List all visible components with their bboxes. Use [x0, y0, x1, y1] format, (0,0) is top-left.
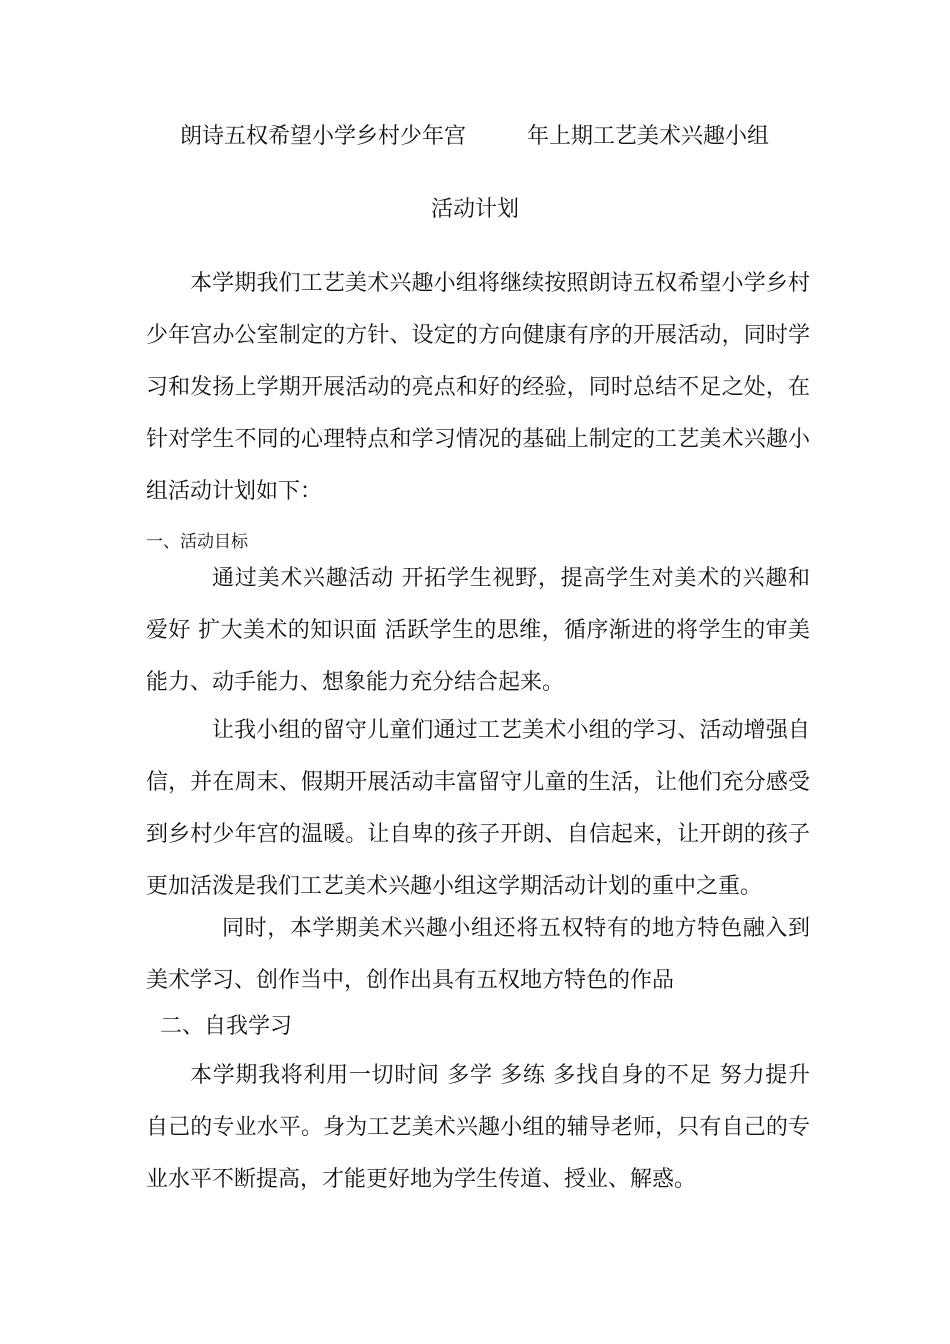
self-study-paragraph: 本学期我将利用一切时间 多学 多练 多找自身的不足 努力提升自己的专业水平。身为工艺美术兴趣小组的辅导老师，只有自己的专业水平不断提高，才能更好地为学生传道、授业、解惑。 [146, 1063, 810, 1192]
title-school-name: 朗诗五权希望小学乡村少年宫 [180, 124, 467, 149]
section-heading-goals: 一、活动目标 [146, 532, 248, 552]
section-heading-self-study: 二、自我学习 [160, 1014, 293, 1039]
goals-paragraph-3: 同时，本学期美术兴趣小组还将五权特有的地方特色融入到美术学习、创作当中，创作出具有五权地方特色的作品 [146, 916, 810, 993]
goals-paragraph-1: 通过美术兴趣活动 开拓学生视野，提高学生对美术的兴趣和爱好 扩大美术的知识面 活跃学生的思维，循序渐进的将学生的审美能力、动手能力、想象能力充分结合起来。 [146, 566, 810, 695]
intro-paragraph: 本学期我们工艺美术兴趣小组将继续按照朗诗五权希望小学乡村少年宫办公室制定的方针、设定的方向健康有序的开展活动，同时学习和发扬上学期开展活动的亮点和好的经验，同时总结不足之处，在针对学生不同的心理特点和学习情况的基础上制定的工艺美术兴趣小组活动计划如下： [146, 271, 810, 504]
goals-paragraph-2: 让我小组的留守儿童们通过工艺美术小组的学习、活动增强自信，并在周末、假期开展活动丰富留守儿童的生活，让他们充分感受到乡村少年宫的温暖。让自卑的孩子开朗、自信起来，让开朗的孩子更加活泼是我们工艺美术兴趣小组这学期活动计划的重中之重。 [146, 718, 810, 899]
title-plan: 活动计划 [431, 197, 520, 222]
title-group-name: 年上期工艺美术兴趣小组 [527, 124, 770, 149]
